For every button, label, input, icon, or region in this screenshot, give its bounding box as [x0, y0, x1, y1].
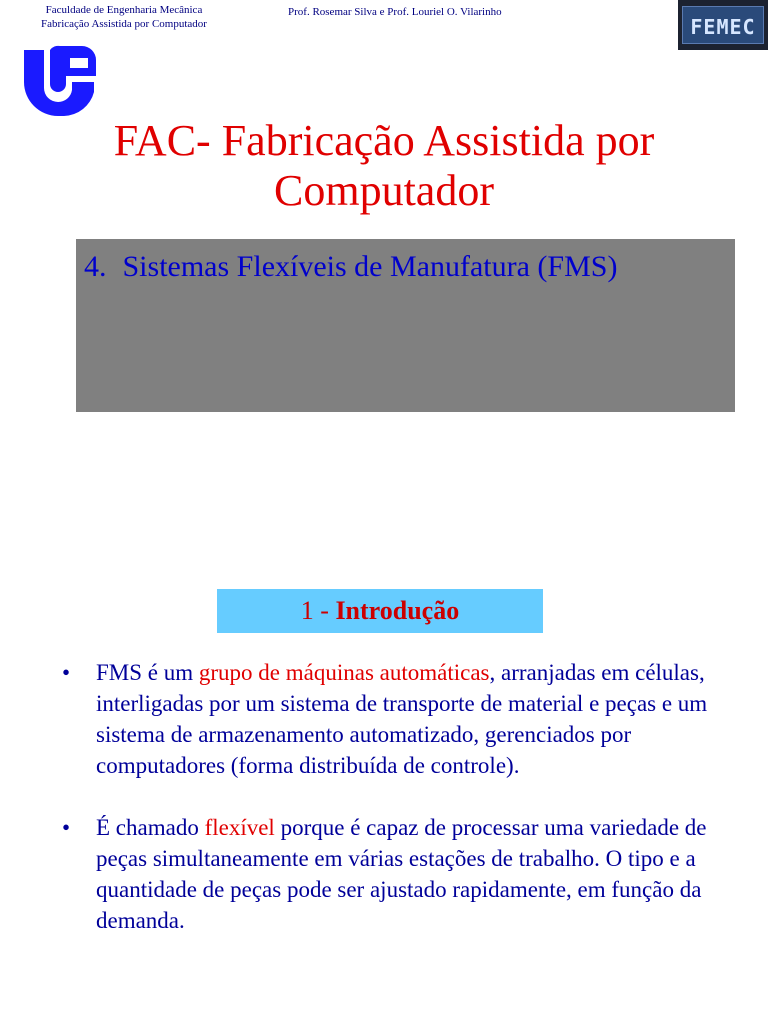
page-title: [0, 116, 768, 216]
bullet-icon: •: [62, 815, 71, 840]
bullet-text-before: É chamado: [96, 815, 205, 840]
title-line-1: FAC- Fabricação Assistida por: [113, 116, 655, 165]
chapter-box: [76, 239, 735, 412]
femec-logo-text: FEMEC: [690, 15, 756, 39]
chapter-title: Sistemas Flexíveis de Manufatura (FMS): [122, 250, 618, 283]
list-item: [62, 812, 742, 936]
title-line-2: Computador: [274, 166, 494, 215]
bullet-highlight: grupo de máquinas automáticas: [198, 660, 490, 685]
section-number: 1 -: [300, 596, 329, 625]
chapter-number: 4.: [84, 250, 107, 283]
femec-logo-plate: [682, 6, 764, 44]
section-heading: [217, 589, 543, 633]
header-faculty: Faculdade de Engenharia Mecânica: [45, 4, 203, 16]
bullet-icon: •: [62, 660, 71, 685]
header-professors: Prof. Rosemar Silva e Prof. Louriel O. Vilarinho: [288, 6, 502, 18]
bullet-text-before: FMS é um: [96, 660, 199, 685]
femec-logo-icon: [678, 0, 768, 50]
bullet-highlight: flexível: [204, 815, 275, 840]
chapter-heading: [84, 249, 617, 285]
bullet-text-after: , arranjadas em células, interligadas por um sistema de transporte de material e peças e um sistema de armazenamento automatizado, gerenciados por computadores (forma distribuída de controle).: [96, 660, 708, 778]
header-institution: [24, 3, 224, 31]
bullet-list: [62, 657, 742, 936]
list-item: [62, 657, 742, 781]
bullet-text-after: porque é capaz de processar uma variedade de peças simultaneamente em várias estações de trabalho. O tipo e a quantidade de peças pode ser ajustado rapidamente, em função da demanda.: [96, 815, 707, 933]
header-course: Fabricação Assistida por Computador: [41, 18, 207, 30]
section-title: Introdução: [335, 596, 460, 625]
ufu-logo-icon: [20, 40, 100, 118]
